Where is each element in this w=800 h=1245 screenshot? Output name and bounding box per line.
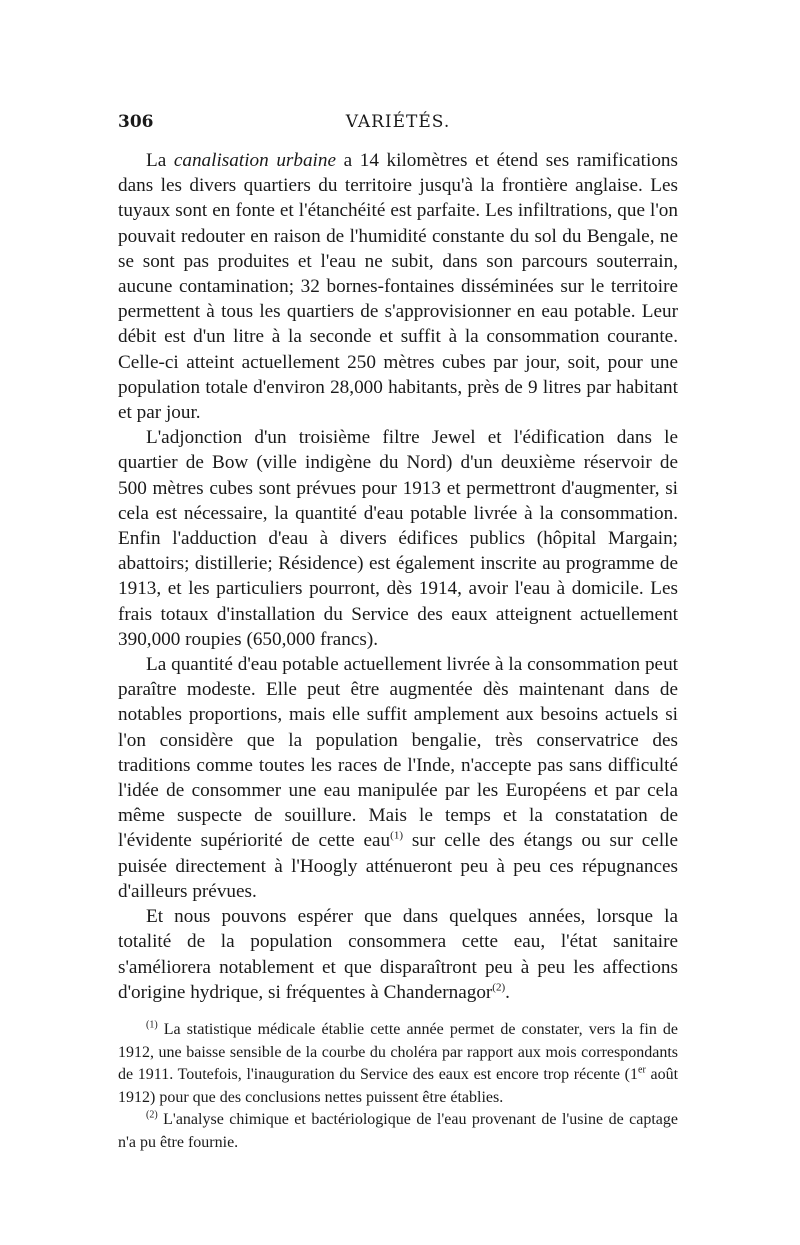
paragraph-3-text-b: sur celle des étangs ou sur celle puisée directement à l'Hoogly atténueront peu à peu ces répugnances d'ailleurs prévues. [118, 830, 678, 902]
paragraph-2-text: L'adjonction d'un troisième filtre Jewel et l'édification dans le quartier de Bow (ville indigène du Nord) d'un deuxième réservoir de 500 mètres cubes sont prévues pour 1913 et permettront d'augmenter, si cela est nécessaire, la quantité d'eau potable livrée à la consommation. Enfin l'adduction d'eau à divers édifices publics (hôpital Margain; abattoirs; distillerie; Résidence) est également inscrite au programme de 1913, et les particuliers pourront, dès 1914, avoir l'eau à domicile. Les frais totaux d'installation du Service des eaux atteignent actuellement 390,000 roupies (650,000 francs). [118, 427, 678, 650]
paragraph-3-text-a: La quantité d'eau potable actuellement livrée à la consommation peut paraître modeste. Elle peut être augmentée dès maintenant dans de notables proportions, mais elle suffit amplement aux besoins actuels si l'on considère que la population bengalie, très conservatrice des traditions comme toutes les races de l'Inde, n'accepte pas sans difficulté l'idée de consommer une eau manipulée par les Européens et par cela même suspecte de souillure. Mais le temps et la constatation de l'évidente supériorité de cette eau [118, 654, 678, 852]
page-number: 306 [118, 112, 154, 132]
paragraph-3 [118, 652, 678, 904]
paragraph-2 [118, 425, 678, 652]
footnote-ref-2: (2) [492, 981, 506, 994]
footnote-ref-1: (1) [390, 830, 403, 843]
footnote-1-mark: (1) [146, 1019, 158, 1031]
document-page [118, 112, 678, 1154]
footnote-1-text-a: La statistique médicale établie cette année permet de constater, vers la fin de 1912, une baisse sensible de la courbe du choléra par rapport aux mois correspondants de 1911. Toutefois, l'inauguration du Service des eaux est encore trop récente (1 [118, 1020, 678, 1084]
paragraph-1-italic-term: canalisation urbaine [173, 150, 337, 171]
paragraph-1 [118, 148, 678, 425]
paragraph-1-text: a 14 kilomètres et étend ses ramifications dans les divers quartiers du territoire jusqu'à la frontière anglaise. Les tuyaux sont en fonte et l'étanchéité est parfaite. Les infiltrations, que l'on pouvait redouter en raison de l'humidité constante du sol du Bengale, ne se sont pas produites et l'eau ne subit, dans son parcours souterrain, aucune contamination; 32 bornes-fontaines disséminées sur le territoire permettent à tous les quartiers de s'approvisionner en eau potable. Leur débit est d'un litre à la seconde et suffit à la consommation courante. Celle-ci atteint actuellement 250 mètres cubes par jour, soit, pour une population totale d'environ 28,000 habitants, près de 9 litres par habitant et par jour. [118, 150, 678, 424]
paragraph-4-text-b: . [505, 981, 510, 1003]
paragraph-4-text-a: Et nous pouvons espérer que dans quelques années, lorsque la totalité de la population consommera cette eau, l'état sanitaire s'améliorera notablement et que disparaîtront peu à peu les affections d'origine hydrique, si fréquentes à Chandernagor [118, 906, 678, 1003]
footnote-1 [118, 1019, 678, 1109]
paragraph-4 [118, 904, 678, 1005]
footnotes [118, 1019, 678, 1155]
footnote-2-text: L'analyse chimique et bactériologique de l'eau provenant de l'usine de captage n'a pu être fournie. [118, 1111, 678, 1151]
main-text [118, 148, 678, 1005]
running-title: VARIÉTÉS. [345, 112, 451, 132]
footnote-1-text-b: août 1912) pour que des conclusions nettes puissent être établies. [118, 1066, 679, 1106]
footnote-2 [118, 1109, 678, 1154]
paragraph-1-lead: La [146, 150, 174, 171]
footnote-1-ordinal: er [638, 1064, 646, 1076]
page-header [118, 112, 678, 140]
footnote-2-mark: (2) [146, 1109, 158, 1121]
